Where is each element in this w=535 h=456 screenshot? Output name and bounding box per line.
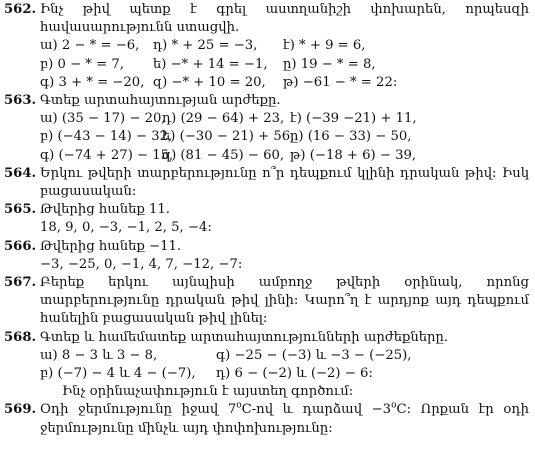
item-g: գ) 3 + * = −20, (40, 74, 145, 90)
item-g: գ) −25 − (−3) և −3 − (−25), (216, 347, 412, 363)
item-ye: ե) −* + 14 = −1, (153, 56, 268, 72)
item-d: դ) * + 25 = −3, (153, 38, 258, 54)
item-a: ա) (35 − 17) − 20, (40, 111, 166, 127)
item-b: բ) (−7) − 4 և 4 − (−7), (40, 366, 196, 382)
problem-567 (0, 274, 535, 329)
text-part: C-ով և դարձավ −3 (241, 402, 392, 418)
item-z: զ) (81 − 45) − 60, (162, 147, 285, 163)
problem-562 (0, 1, 535, 92)
problem-text: Գտեք արտահայտության արժեքը. (40, 93, 281, 109)
degree-sign: o (391, 401, 397, 412)
item-b: բ) 0 − * = 7, (40, 56, 124, 72)
exercise-items (40, 110, 529, 165)
problem-number: 569. (4, 402, 37, 418)
problem-text: Գտեք և համեմատեք արտահայտությունների արժեքները. (40, 329, 449, 345)
item-ye: ե) (−30 − 21) + 56, (162, 129, 295, 145)
problem-number: 568. (4, 329, 37, 345)
item-t: թ) (−18 + 6) − 39, (290, 147, 417, 163)
number-list: 18, 9, 0, −3, −1, 2, 5, −4: (40, 220, 212, 236)
text-part: C: Որքան էր օդի ջերմությունը մինչև այդ փոփոխությունը: (40, 402, 530, 436)
problem-text: Ինչ թիվ պետք է գրել աստղանիշի փոխարեն, որպեսզի հավասարությունն ստացվի. (40, 2, 529, 36)
item-y: ը) (16 − 33) − 50, (290, 129, 412, 145)
problem-number: 563. (4, 93, 37, 109)
problem-568 (0, 329, 535, 402)
problem-number: 564. (4, 165, 37, 181)
problem-text: Թվերից հանեք 11. (40, 202, 170, 218)
item-y: ը) 19 − * = 8, (283, 56, 376, 72)
item-b: բ) (−43 − 14) − 32, (40, 129, 173, 145)
problem-564 (0, 165, 535, 201)
problem-text (40, 401, 529, 437)
text-part: Օդի ջերմությունը իջավ 7 (40, 402, 237, 418)
problem-number: 565. (4, 202, 37, 218)
item-e: է) * + 9 = 6, (283, 38, 366, 54)
problem-number: 566. (4, 238, 37, 254)
follow-up-question: Ինչ օրինաչափություն է այստեղ գործում: (62, 384, 354, 400)
item-z: զ) −* + 10 = 20, (153, 74, 266, 90)
problem-text: Բերեք երկու այնպիսի ամբողջ թվերի օրինակ, որոնց տարբերությունը դրական թիվ լինի: Կարո՞ղ է արդյոք այդ դեպքում հանելին բացասական թիվ լինել: (40, 275, 529, 327)
item-d: դ) (29 − 64) + 23, (162, 111, 285, 127)
problem-text: Թվերից հանեք −11. (40, 238, 182, 254)
problem-566 (0, 238, 535, 274)
item-a: ա) 8 − 3 և 3 − 8, (40, 347, 158, 363)
problem-565 (0, 201, 535, 237)
exercise-items (40, 37, 529, 92)
number-list: −3, −25, 0, −1, 4, 7, −12, −7: (40, 256, 243, 272)
item-g: գ) (−74 + 27) − 15, (40, 147, 174, 163)
exercise-items (40, 347, 529, 383)
problem-563 (0, 92, 535, 165)
item-d: դ) 6 − (−2) և (−2) − 6: (216, 366, 373, 382)
degree-sign: o (236, 401, 242, 412)
problem-text: Երկու թվերի տարբերությունը ո՞ր դեպքում կլինի դրական թիվ: Իսկ բացասական: (40, 165, 529, 200)
item-e: է) (−39 −21) + 11, (290, 111, 417, 127)
problem-number: 567. (4, 275, 37, 291)
item-a: ա) 2 − * = −6, (40, 38, 140, 54)
problem-number: 562. (4, 2, 37, 17)
problem-569 (0, 401, 535, 437)
item-t: թ) −61 − * = 22: (283, 74, 398, 90)
